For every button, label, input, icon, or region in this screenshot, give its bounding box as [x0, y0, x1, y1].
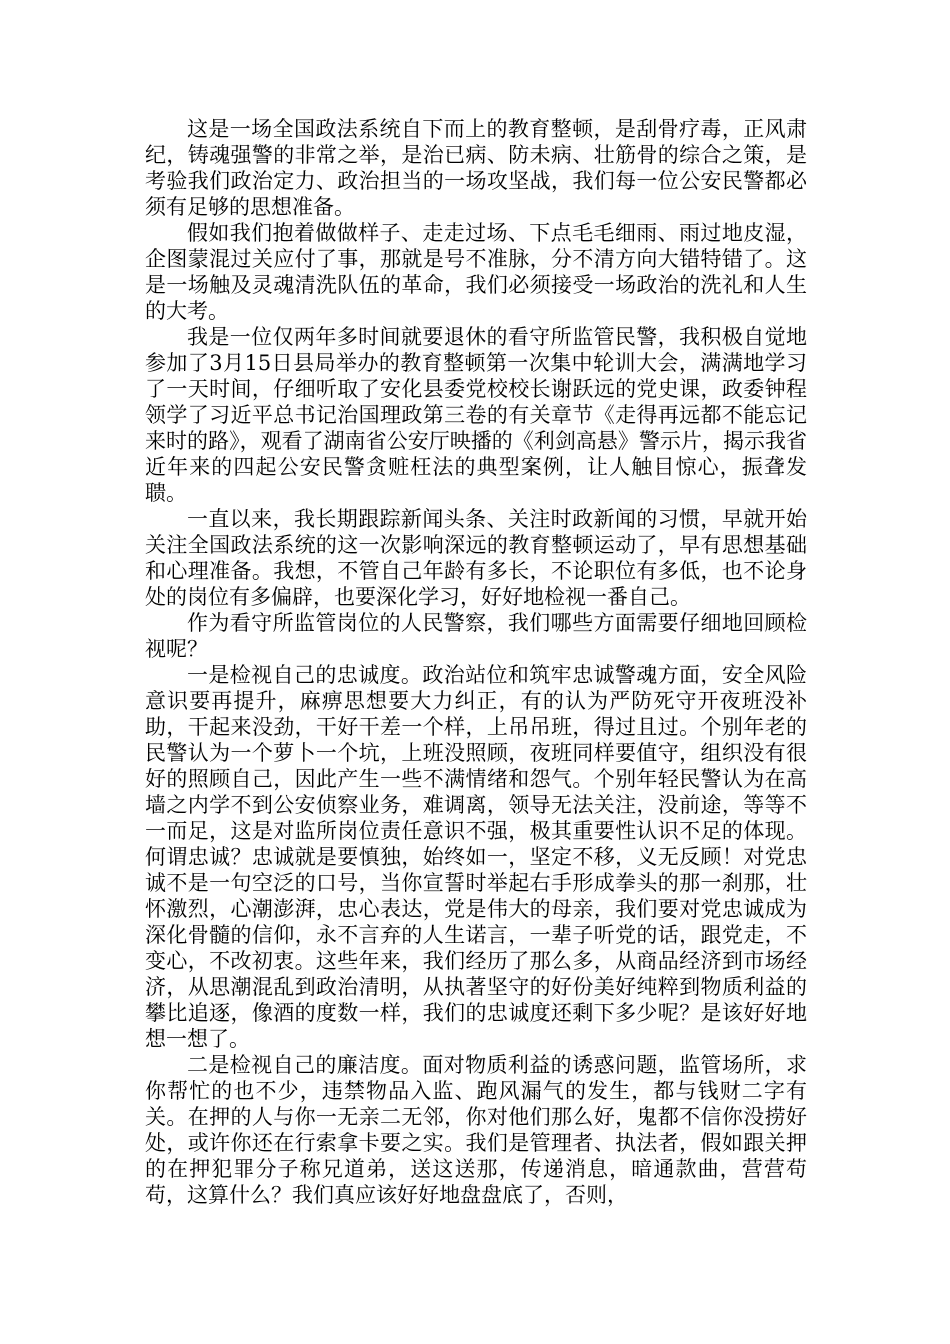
paragraph-7: 二是检视自己的廉洁度。面对物质利益的诱惑问题，监管场所，求你帮忙的也不少，违禁物品入监、跑风漏气的发生，都与钱财二字有关。在押的人与你一无亲二无邻，你对他们那么好，鬼都不信你没捞好处，或许你还在行索拿卡要之实。我们是管理者、执法者，假如跟关押的在押犯罪分子称兄道弟，送这送那，传递消息，暗通款曲，营营苟苟，这算什么？我们真应该好好地盘盘底了，否则，	[145, 1053, 807, 1207]
paragraph-6: 一是检视自己的忠诚度。政治站位和筑牢忠诚警魂方面，安全风险意识要再提升，麻痹思想要大力纠正，有的认为严防死守开夜班没补助，干起来没劲，干好干差一个样，上吊吊班，得过且过。个别年老的民警认为一个萝卜一个坑，上班没照顾，夜班同样要值守，组织没有很好的照顾自己，因此产生一些不满情绪和怨气。个别年轻民警认为在高墙之内学不到公安侦察业务，难调离，领导无法关注，没前途，等等不一而足，这是对监所岗位责任意识不强，极其重要性认识不足的体现。何谓忠诚？忠诚就是要慎独，始终如一，坚定不移，义无反顾！对党忠诚不是一句空泛的口号，当你宣誓时举起右手形成拳头的那一刹那，壮怀激烈，心潮澎湃，忠心表达，党是伟大的母亲，我们要对党忠诚成为深化骨髓的信仰，永不言弃的人生诺言，一辈子听党的话，跟党走，不变心，不改初衷。这些年来，我们经历了那么多，从商品经济到市场经济，从思潮混乱到政治清明，从执著坚守的好份美好纯粹到物质利益的攀比追逐，像酒的度数一样，我们的忠诚度还剩下多少呢？是该好好地想一想了。	[145, 663, 807, 1051]
paragraph-5: 作为看守所监管岗位的人民警察，我们哪些方面需要仔细地回顾检视呢？	[145, 611, 807, 661]
paragraph-1: 这是一场全国政法系统自下而上的教育整顿，是刮骨疗毒，正风肃纪，铸魂强警的非常之举，是治已病、防未病、壮筋骨的综合之策，是考验我们政治定力、政治担当的一场攻坚战，我们每一位公安民警都必须有足够的思想准备。	[145, 117, 807, 219]
document-body	[145, 116, 807, 1208]
paragraph-3: 我是一位仅两年多时间就要退休的看守所监管民警，我积极自觉地参加了3月15日县局举办的教育整顿第一次集中轮训大会，满满地学习了一天时间，仔细听取了安化县委党校校长谢跃远的党史课，政委钟程领学了习近平总书记治国理政第三卷的有关章节《走得再远都不能忘记来时的路》，观看了湖南省公安厅映播的《利剑高悬》警示片，揭示我省近年来的四起公安民警贪赃枉法的典型案例，让人触目惊心，振聋发聩。	[145, 325, 807, 505]
paragraph-2: 假如我们抱着做做样子、走走过场、下点毛毛细雨、雨过地皮湿，企图蒙混过关应付了事，那就是号不准脉，分不清方向大错特错了。这是一场触及灵魂清洗队伍的革命，我们必须接受一场政治的洗礼和人生的大考。	[145, 221, 807, 323]
paragraph-4: 一直以来，我长期跟踪新闻头条、关注时政新闻的习惯，早就开始关注全国政法系统的这一次影响深远的教育整顿运动了，早有思想基础和心理准备。我想，不管自己年龄有多长，不论职位有多低，也不论身处的岗位有多偏辟，也要深化学习，好好地检视一番自己。	[145, 507, 807, 609]
